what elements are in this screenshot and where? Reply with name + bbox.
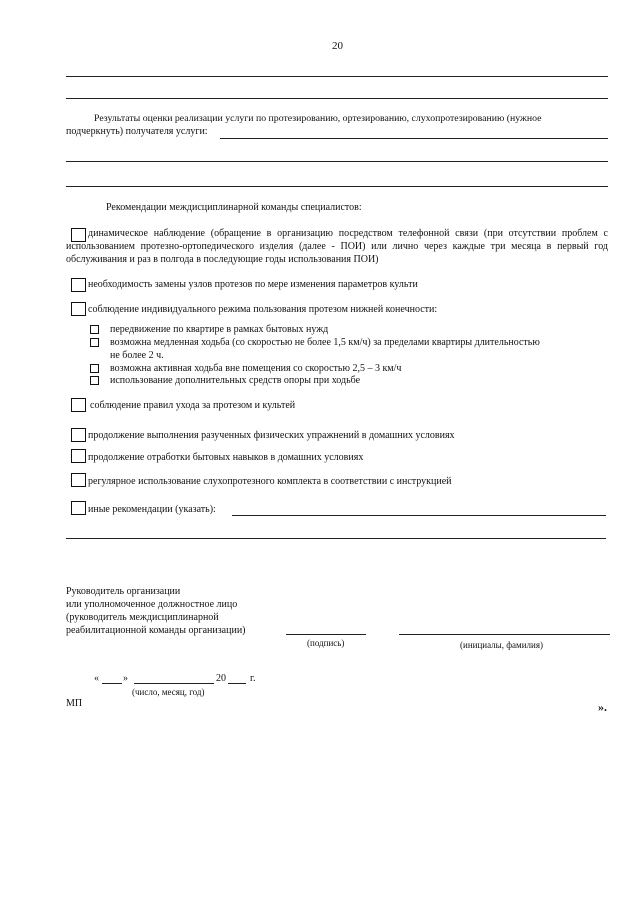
date-year-prefix: 20 (216, 673, 226, 684)
apartment-movement-checkbox[interactable] (90, 325, 99, 334)
stamp-place: МП (66, 698, 83, 709)
hearing-aid-checkbox[interactable] (71, 473, 86, 487)
blank-line (66, 186, 608, 187)
support-means-text: использование дополнительных средств опоры при ходьбе (110, 375, 361, 386)
individual-regime-checkbox[interactable] (71, 302, 86, 316)
date-caption: (число, месяц, год) (132, 687, 205, 697)
signatory-line-4: реабилитационной команды организации) (66, 625, 246, 636)
name-caption: (инициалы, фамилия) (460, 640, 543, 650)
care-rules-checkbox[interactable] (71, 398, 86, 412)
active-walk-text: возможна активная ходьба вне помещения со скоростью 2,5 – 3 км/ч (110, 363, 402, 374)
household-skills-checkbox[interactable] (71, 449, 86, 463)
support-means-checkbox[interactable] (90, 376, 99, 385)
hearing-aid-text: регулярное использование слухопротезного комплекта в соответствии с инструкцией (88, 476, 452, 487)
blank-line (66, 98, 608, 99)
date-month-line[interactable] (134, 683, 214, 684)
date-open-quote: « (94, 673, 99, 684)
household-skills-text: продолжение отработки бытовых навыков в домашних условиях (88, 452, 364, 463)
signature-caption: (подпись) (307, 638, 345, 648)
individual-regime-text: соблюдение индивидуального режима пользования протезом нижней конечности: (88, 304, 438, 315)
date-year-line[interactable] (228, 683, 246, 684)
signatory-line-3: (руководитель междисциплинарной (66, 612, 219, 623)
closing-quote: ». (598, 700, 607, 714)
node-replacement-checkbox[interactable] (71, 278, 86, 292)
apartment-movement-text: передвижение по квартире в рамках бытовых нужд (110, 324, 329, 335)
signatory-line-2: или уполномоченное должностное лицо (66, 599, 238, 610)
blank-line (66, 76, 608, 77)
signature-line[interactable] (286, 634, 366, 635)
signatory-line-1: Руководитель организации (66, 586, 181, 597)
slow-walk-text-2: не более 2 ч. (110, 350, 164, 361)
care-rules-text: соблюдение правил ухода за протезом и культей (90, 400, 296, 411)
results-fill-line[interactable] (220, 138, 608, 139)
other-recommendations-text: иные рекомендации (указать): (88, 504, 216, 515)
active-walk-checkbox[interactable] (90, 364, 99, 373)
blank-line (66, 538, 606, 539)
name-line[interactable] (399, 634, 610, 635)
exercises-text: продолжение выполнения разученных физических упражнений в домашних условиях (88, 430, 455, 441)
exercises-checkbox[interactable] (71, 428, 86, 442)
node-replacement-text: необходимость замены узлов протезов по мере изменения параметров культи (88, 279, 418, 290)
date-day-line[interactable] (102, 683, 122, 684)
results-line-2: подчеркнуть) получателя услуги: (66, 126, 208, 137)
other-recommendations-checkbox[interactable] (71, 501, 86, 515)
date-year-suffix: г. (250, 673, 256, 684)
results-line-1: Результаты оценки реализации услуги по протезированию, ортезированию, слухопротезированию (нужное (94, 113, 542, 124)
page-number: 20 (332, 40, 343, 52)
date-close-quote: » (123, 673, 128, 684)
slow-walk-checkbox[interactable] (90, 338, 99, 347)
dynamic-observation-text: динамическое наблюдение (обращение в организацию посредством телефонной связи (при отсутствии проблем с использованием протезно-ортопедического изделия (далее - ПОИ) или лично через каждые три месяца в первый год обслуживания и раз в полгода в последующие годы использования ПОИ) (66, 228, 608, 265)
other-recommendations-fill-line[interactable] (232, 515, 606, 516)
blank-line (66, 161, 608, 162)
recommendations-heading: Рекомендации междисциплинарной команды специалистов: (106, 202, 362, 213)
slow-walk-text-1: возможна медленная ходьба (со скоростью не более 1,5 км/ч) за пределами квартиры длительностью (110, 337, 540, 348)
